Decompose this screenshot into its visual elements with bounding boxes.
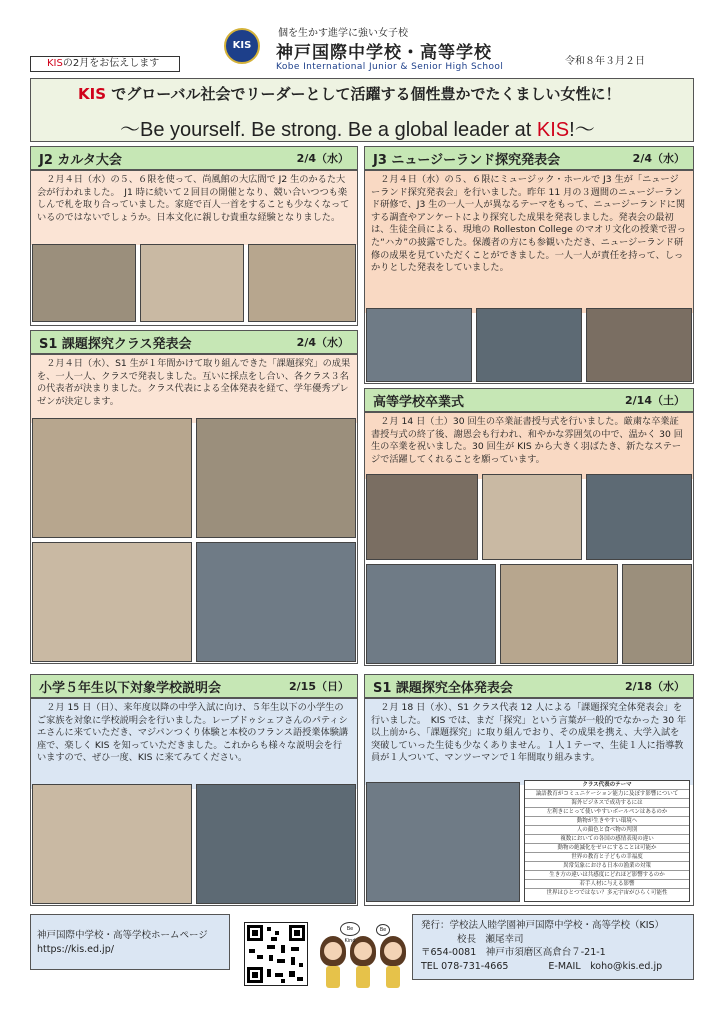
section-title: J3 ニュージーランド探究発表会 [373, 152, 561, 168]
section-title: S1 課題探究クラス発表会 [39, 336, 192, 352]
briefing-photo-1 [32, 784, 192, 904]
homepage-link[interactable]: https://kis.ed.jp/ [37, 944, 114, 955]
theme-row: 若手人材に与える影響 [525, 880, 689, 889]
homepage-label: 神戸国際中学校・高等学校ホームページ [37, 930, 208, 941]
section-briefing-header [30, 674, 358, 698]
homepage-box [30, 914, 230, 970]
theme-row: 複数においての各国の感情表現の違い [525, 835, 689, 844]
section-s1class-header [30, 330, 358, 354]
publisher-box [412, 914, 694, 980]
section-date: 2/18（水） [625, 680, 685, 693]
graduation-photo-6 [622, 564, 692, 664]
graduation-photo-1 [366, 474, 478, 560]
briefing-photo-2 [196, 784, 356, 904]
qr-code-icon[interactable] [244, 922, 308, 986]
nz-photo-1 [366, 308, 472, 382]
nz-photo-2 [476, 308, 582, 382]
address-line: 〒654-0081 神戸市須磨区高倉台７-21-1 [421, 947, 606, 958]
section-title: J2 カルタ大会 [39, 152, 122, 168]
s1class-photo-1 [32, 418, 192, 538]
graduation-photo-3 [586, 474, 692, 560]
graduation-photo-4 [366, 564, 496, 664]
graduation-photo-5 [500, 564, 618, 664]
theme-row: 異常気象における日本の漁業の対策 [525, 862, 689, 871]
karuta-photo-3 [248, 244, 356, 322]
theme-row: 海外ビジネスで成功するには [525, 799, 689, 808]
section-text: ２月 18 日（水）、S1 クラス代表 12 人による「課題探究全体発表会」を行いました。 KIS では、まだ「探究」という言葉が一般的でなかった 30 年以上前から、「課題探究」に取り組んでおり、その成果を携え、大学入試を突破していった生徒も少なくありません。１人１テーマ、生徒１人に指導教員が１人ついて、マンツーマンで１年間取り組みます。 [365, 699, 693, 785]
section-title: S1 課題探究全体発表会 [373, 680, 513, 696]
mascot-sign: Be Kind [340, 922, 360, 936]
graduation-photo-2 [482, 474, 582, 560]
section-text: ２月４日（水）の５、６限を使って、尚風館の大広間で J2 生のかるた大会が行われました。 J1 時に続いて２回目の開催となり、競い合いつつも楽しんで札を取り合っていました。家庭で百人一首をすることも少なくなっているのではないでしょうか。日本文化に親しむ貴重な経験となりました。 [31, 171, 357, 245]
issue-date: 令和８年３月２日 [565, 56, 645, 67]
theme-row: 世界はひとつではない？多元宇宙がひらく可能性 [546, 890, 668, 896]
theme-row: 人の顔色と食べ物の判別 [525, 826, 689, 835]
section-date: 2/4（水） [296, 152, 349, 165]
theme-row: 動物の絶滅化をゼロにすることは可能か [525, 844, 689, 853]
s1class-photo-3 [32, 542, 192, 662]
monthly-tag [30, 56, 180, 72]
publisher-line: 発行：学校法人睦学園神戸国際中学校・高等学校（KIS） [421, 920, 665, 931]
motto-line2 [120, 113, 595, 142]
theme-row: 生き方の違いは共感度にどれほど影響するのか [525, 871, 689, 880]
tel-line: TEL 078-731-4665 [421, 960, 509, 972]
mascot-sign-2: Be [376, 924, 390, 936]
theme-table [524, 780, 690, 902]
section-s1all-header [364, 674, 694, 698]
motto-line1 [78, 83, 621, 104]
school-slogan: 個を生かす進学に強い女子校 [278, 28, 408, 39]
motto-line2-post: !～ [569, 119, 595, 141]
section-date: 2/4（水） [632, 152, 685, 165]
section-title: 小学５年生以下対象学校説明会 [39, 680, 222, 696]
section-text: ２月４日（水）、S1 生が１年間かけて取り組んできた「課題探究」の成果を、一人一人、クラスで発表しました。互いに採点をし合い、各クラス３名の代表者が決まりました。クラス代表による全体発表を経て、学年優秀プレゼンが決定します。 [31, 355, 357, 423]
theme-row: 左利きにとって使いやすいボールペンはあるのか [525, 808, 689, 817]
school-emblem-icon: KIS [224, 28, 260, 64]
karuta-photo-2 [140, 244, 244, 322]
section-nz-header [364, 146, 694, 170]
motto-line1-text: でグローバル社会でリーダーとして活躍する個性豊かでたくましい女性に！ [106, 85, 621, 103]
s1all-photo [366, 782, 520, 902]
nz-photo-3 [586, 308, 692, 382]
tag-kis: KIS [47, 58, 63, 69]
tag-text: の2月をお伝えします [62, 58, 160, 69]
school-name: 神戸国際中学校・高等学校 [276, 43, 492, 63]
section-text: ２月 14 日（土）30 回生の卒業証書授与式を行いました。厳粛な卒業証書授与式の終了後、謝恩会も行われ、和やかな雰囲気の中で、温かく 30 回生の卒業を祝いました。30 回生が KIS から大きく羽ばたき、新たなステージで活躍してくれることを願っています。 [365, 413, 693, 479]
motto-line2-pre: ～Be yourself. Be strong. Be a global leader at [120, 119, 537, 141]
theme-table-header: クラス代表のテーマ [525, 781, 689, 790]
section-text: ２月 15 日（日）、来年度以降の中学入試に向け、５年生以下の小学生のご家族を対象に学校説明会を行いました。レーブドゥシェフさんのパティシエさんに来ていただき、マジパンつくり体験と本校のフランス語授業体験講座で、楽しく KIS を知っていただきました。これからも様々な説明会を行いますので、ぜひ一度、KIS に来てみてください。 [31, 699, 357, 789]
motto-line2-kis: KIS [536, 119, 570, 141]
karuta-photo-1 [32, 244, 136, 322]
s1class-photo-2 [196, 418, 356, 538]
theme-row: 世界の教育と子どもの幸福度 [525, 853, 689, 862]
motto-kis: KIS [78, 85, 107, 103]
section-date: 2/14（土） [625, 394, 685, 407]
principal-line: 校長 瀬尾幸司 [457, 933, 524, 945]
theme-row: 動物が生きやすい環境へ [525, 817, 689, 826]
section-title: 高等学校卒業式 [373, 394, 465, 410]
mascot-illustration-icon [316, 922, 408, 992]
email-line[interactable]: E-MAIL koho@kis.ed.jp [548, 960, 663, 972]
section-date: 2/4（水） [296, 336, 349, 349]
theme-row: 論語教育がコミュニケーション能力に及ぼす影響について [525, 790, 689, 799]
s1class-photo-4 [196, 542, 356, 662]
section-graduation-header [364, 388, 694, 412]
section-date: 2/15（日） [289, 680, 349, 693]
section-karuta-header [30, 146, 358, 170]
school-name-en: Kobe International Junior & Senior High School [276, 62, 504, 72]
section-text: ２月４日（水）の５、６限にミュージック・ホールで J3 生が「ニュージーランド探究発表会」を行いました。昨年 11 月の３週間のニュージーランド研修で、J3 生の一人一人が異なるテーマをもって、ニュージーランドに関する調査やアンケートにより探究した成果を発表しました。発表会の最初は、生徒全員による、現地の Rolleston College のマオリ文化の授業で習った“ハカ”の披露でした。保護者の方にも参観いただき、ニュージーランド研修の成果を見ていただくことができました。一人一人が責任を持って、しっかりとした発表をしていました。 [365, 171, 693, 313]
